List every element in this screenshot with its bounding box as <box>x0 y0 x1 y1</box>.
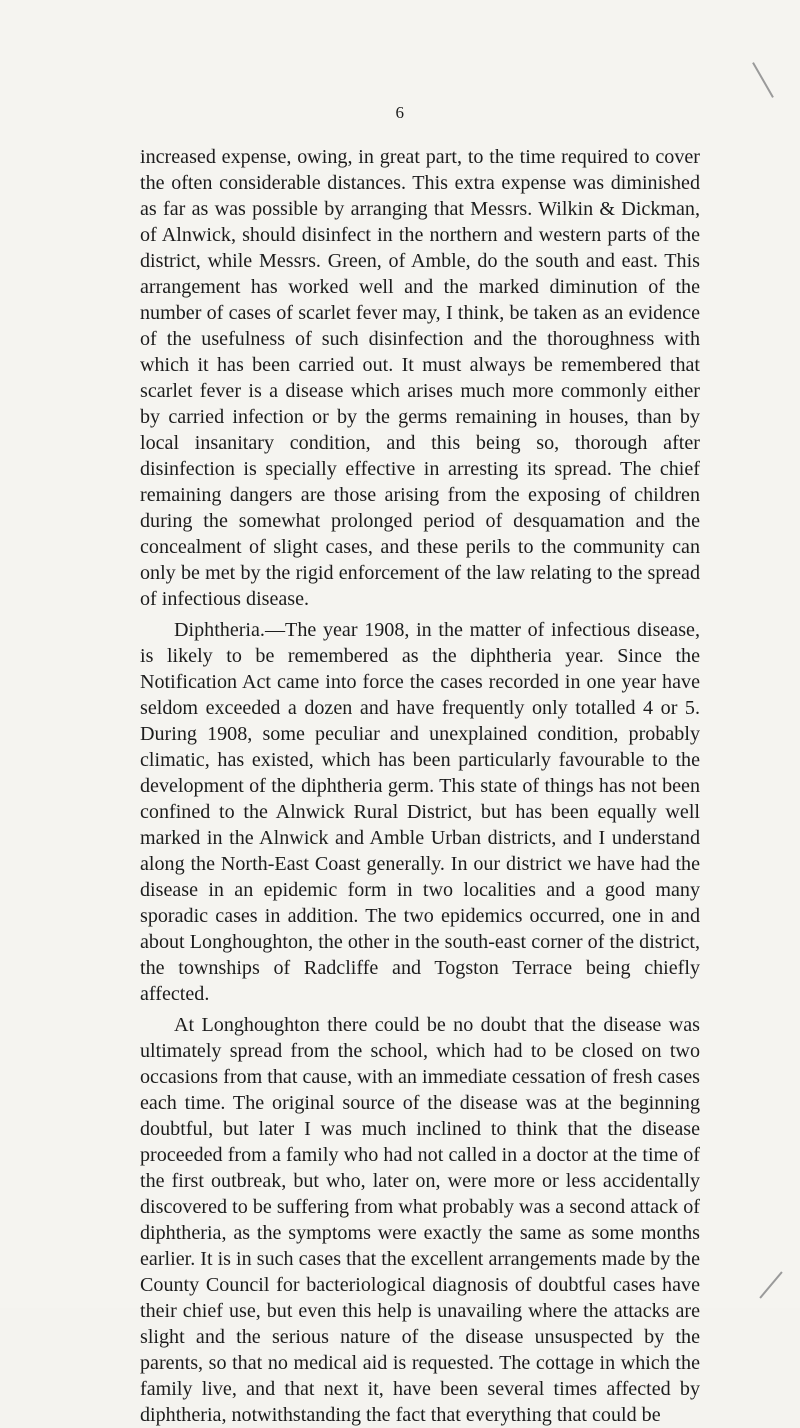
scan-edge-mark <box>752 62 774 98</box>
paragraph-diphtheria-year: Diphtheria.—The year 1908, in the matter of infectious disease, is likely to be remembered as the diphtheria year. Since the Notification Act came into force the cases recorded in one year have seldom exceeded a dozen and have frequently only totalled 4 or 5. During 1908, some peculiar and unexplained condition, probably climatic, has existed, which has been particularly favourable to the development of the diphtheria germ. This state of things has not been confined to the Alnwick Rural District, but has been equally well marked in the Alnwick and Amble Urban districts, and I understand along the North-East Coast generally. In our district we have had the disease in an epidemic form in two localities and a good many sporadic cases in addition. The two epidemics occurred, one in and about Longhoughton, the other in the south-east corner of the district, the townships of Radcliffe and Togston Terrace being chiefly affected. <box>140 619 700 1005</box>
scan-edge-mark-bottom <box>759 1271 782 1298</box>
body-text <box>140 144 700 1428</box>
paragraph-longhoughton-outbreak: At Longhoughton there could be no doubt that the disease was ultimately spread from the school, which had to be closed on two occasions from that cause, with an immediate cessation of fresh cases each time. The original source of the disease was at the beginning doubtful, but later I was much inclined to think that the disease proceeded from a family who had not called in a doctor at the time of the first outbreak, but who, later on, were more or less accidentally discovered to be suffering from what probably was a second attack of diphtheria, as the symptoms were exactly the same as some months earlier. It is in such cases that the excellent arrangements made by the County Council for bacteriological diagnosis of doubtful cases have their chief use, but even this help is unavailing where the attacks are slight and the serious nature of the disease unsuspected by the parents, so that no medical aid is requested. The cottage in which the family live, and that next it, have been several times affected by diphtheria, notwithstanding the fact that everything that could be <box>140 1014 700 1426</box>
page-number: 6 <box>395 103 405 122</box>
paragraph-scarlet-fever-disinfection: increased expense, owing, in great part, to the time required to cover the often considerable distances. This extra expense was diminished as far as was possible by arranging that Messrs. Wilkin & Dickman, of Alnwick, should disinfect in the northern and western parts of the district, while Messrs. Green, of Amble, do the south and east. This arrangement has worked well and the marked diminution of the number of cases of scarlet fever may, I think, be taken as an evidence of the usefulness of such disinfection and the thoroughness with which it has been carried out. It must always be remembered that scarlet fever is a disease which arises much more commonly either by carried infection or by the germs remaining in houses, than by local insanitary condition, and this being so, thorough after disinfection is specially effective in arresting its spread. The chief remaining dangers are those arising from the exposing of children during the somewhat prolonged period of desquamation and the concealment of slight cases, and these perils to the community can only be met by the rigid enforcement of the law relating to the spread of infectious disease. <box>140 146 700 610</box>
